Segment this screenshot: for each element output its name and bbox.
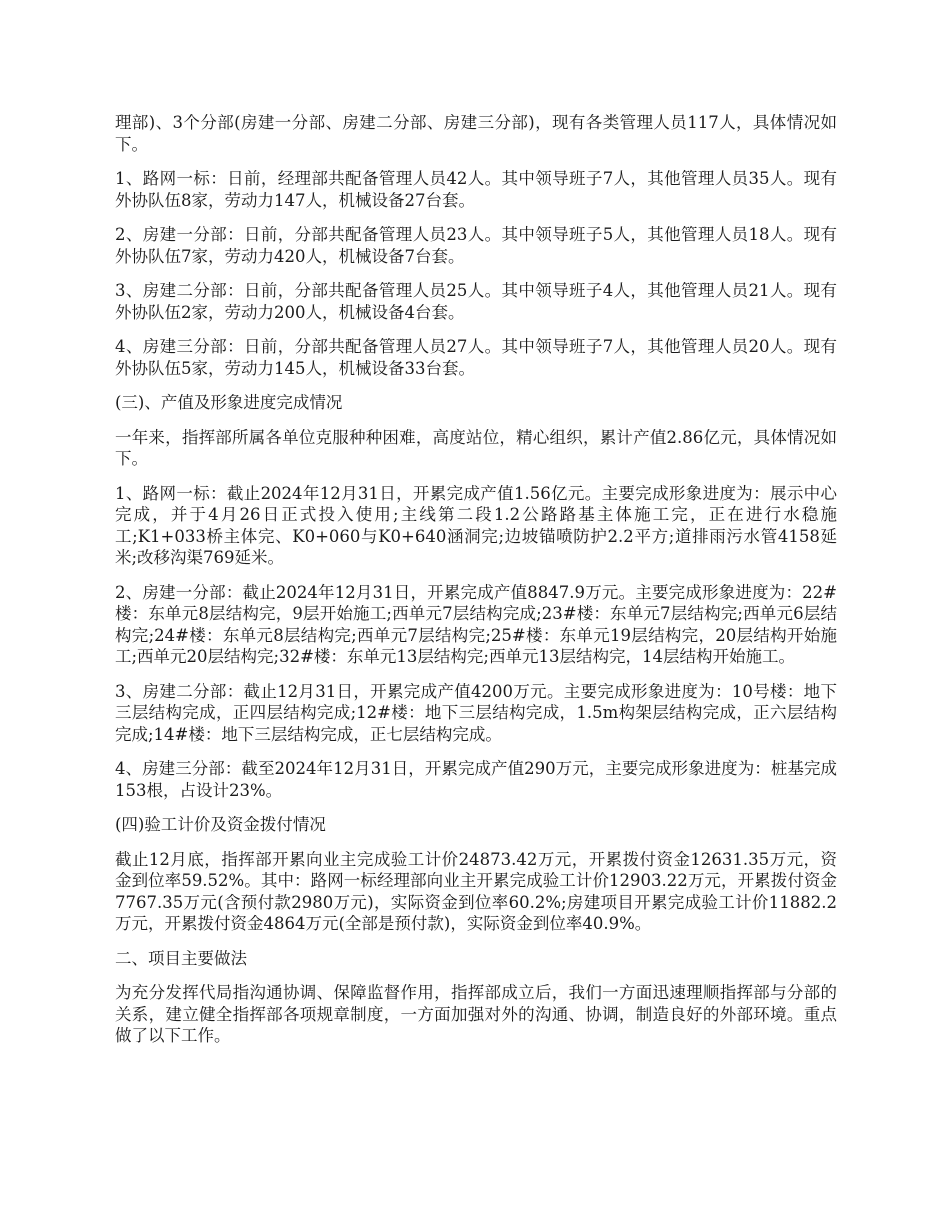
section-heading-output-progress: (三)、产值及形象进度完成情况 [115,393,343,412]
paragraph-staff-building-division-3: 4、房建三分部：日前，分部共配备管理人员27人。其中领导班子7人，其他管理人员20人。现有外协队伍5家，劳动力145人，机械设备33台套。 [115,337,837,378]
section-heading-valuation-funding: (四)验工计价及资金拨付情况 [115,815,326,834]
paragraph-progress-building-division-3: 4、房建三分部：截至2024年12月31日，开累完成产值290万元，主要完成形象进度为：桩基完成153根，占设计23%。 [115,759,837,800]
paragraph-progress-road-section-1: 1、路网一标：截止2024年12月31日，开累完成产值1.56亿元。主要完成形象进度为：展示中心完成，并于4月26日正式投入使用;主线第二段1.2公路路基主体施工完，正在进行水稳施工;K1+033桥主体完、K0+060与K0+640涵洞完;边坡锚喷防护2.2平方;道排雨污水管4158延米;改移沟渠769延米。 [115,483,837,567]
section-heading-main-practices: 二、项目主要做法 [115,948,247,968]
paragraph-staff-road-section-1: 1、路网一标：日前，经理部共配备管理人员42人。其中领导班子7人，其他管理人员35人。现有外协队伍8家，劳动力147人，机械设备27台套。 [115,169,837,210]
paragraph-output-summary: 一年来，指挥部所属各单位克服种种困难，高度站位，精心组织，累计产值2.86亿元，具体情况如下。 [115,427,837,468]
paragraph-main-practices: 为充分发挥代局指沟通协调、保障监督作用，指挥部成立后，我们一方面迅速理顺指挥部与分部的关系，建立健全指挥部各项规章制度，一方面加强对外的沟通、协调，制造良好的外部环境。重点做了以下工作。 [115,983,837,1045]
document-page [115,112,837,1060]
paragraph-intro-continuation: 理部)、3个分部(房建一分部、房建二分部、房建三分部)，现有各类管理人员117人，具体情况如下。 [115,113,837,154]
paragraph-valuation-funding: 截止12月底，指挥部开累向业主完成验工计价24873.42万元，开累拨付资金12631.35万元，资金到位率59.52%。其中：路网一标经理部向业主开累完成验工计价12903.22万元，开累拨付资金7767.35万元(含预付款2980万元)，实际资金到位率60.2%;房建项目开累完成验工计价11882.2万元，开累拨付资金4864万元(全部是预付款)，实际资金到位率40.9%。 [115,849,837,933]
paragraph-staff-building-division-2: 3、房建二分部：日前，分部共配备管理人员25人。其中领导班子4人，其他管理人员21人。现有外协队伍2家，劳动力200人，机械设备4台套。 [115,281,837,322]
paragraph-staff-building-division-1: 2、房建一分部：日前，分部共配备管理人员23人。其中领导班子5人，其他管理人员18人。现有外协队伍7家，劳动力420人，机械设备7台套。 [115,225,837,266]
paragraph-progress-building-division-1: 2、房建一分部：截止2024年12月31日，开累完成产值8847.9万元。主要完成形象进度为：22#楼：东单元8层结构完，9层开始施工;西单元7层结构完成;23#楼：东单元7层结构完;西单元6层结构完;24#楼：东单元8层结构完;西单元7层结构完;25#楼：东单元19层结构完，20层结构开始施工;西单元20层结构完;32#楼：东单元13层结构完;西单元13层结构完，14层结构开始施工。 [115,582,837,666]
paragraph-progress-building-division-2: 3、房建二分部：截止12月31日，开累完成产值4200万元。主要完成形象进度为：10号楼：地下三层结构完成，正四层结构完成;12#楼：地下三层结构完成，1.5m构架层结构完成，正六层结构完成;14#楼：地下三层结构完成，正七层结构完成。 [115,681,837,744]
